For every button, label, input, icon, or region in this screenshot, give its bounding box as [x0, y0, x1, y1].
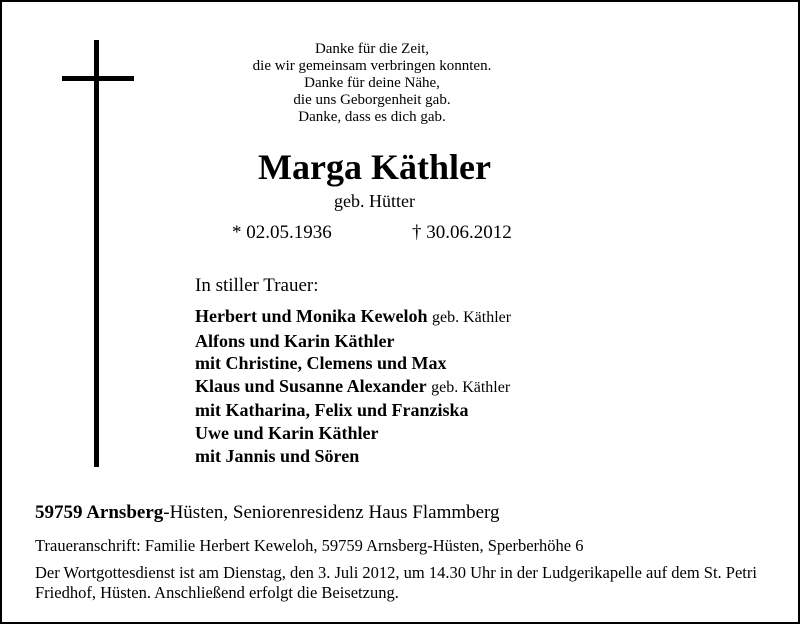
cross-vertical-bar [94, 40, 99, 467]
death-date: † 30.06.2012 [412, 222, 512, 243]
location-detail: -Hüsten, Seniorenresidenz Haus Flammberg [163, 502, 500, 523]
mourner-name: Klaus und Susanne Alexander [195, 375, 427, 396]
poem-line: die uns Geborgenheit gab. [293, 92, 451, 108]
mourner-suffix: geb. Käthler [432, 309, 512, 326]
mourner-name: mit Christine, Clemens und Max [195, 353, 447, 374]
mourner-entry [195, 445, 511, 468]
place-of-death [35, 502, 500, 524]
mourner-name: Herbert und Monika Keweloh [195, 306, 428, 326]
mourner-entry [195, 399, 511, 422]
mourning-address: Traueranschrift: Familie Herbert Keweloh, 59759 Arnsberg-Hüsten, Sperberhöhe 6 [35, 536, 584, 555]
mourner-entry [195, 305, 511, 330]
mourner-name: Uwe und Karin Käthler [195, 422, 379, 443]
mourner-name: mit Katharina, Felix und Franziska [195, 400, 469, 421]
mourner-suffix: geb. Käthler [431, 378, 511, 396]
poem-line: Danke, dass es dich gab. [298, 109, 446, 125]
poem [202, 41, 542, 126]
birth-date: * 02.05.1936 [232, 222, 332, 243]
poem-line: Danke für deine Nähe, [304, 75, 440, 91]
mourner-name: mit Jannis und Sören [195, 445, 360, 466]
mourner-entry [195, 330, 511, 353]
poem-line: Danke für die Zeit, [314, 41, 430, 57]
cross-horizontal-bar [62, 76, 134, 81]
poem-line: die wir gemeinsam verbringen konnten. [252, 58, 492, 74]
mourner-entry [195, 352, 511, 375]
mourning-heading: In stiller Trauer: [195, 275, 319, 296]
location-city: 59759 Arnsberg [35, 502, 164, 523]
maiden-name: geb. Hütter [334, 191, 415, 211]
mourner-list [195, 305, 511, 467]
mourner-entry [195, 375, 511, 400]
deceased-name: Marga Käthler [258, 147, 491, 187]
mourner-name: Alfons und Karin Käthler [195, 330, 395, 351]
service-notice: Der Wortgottesdienst ist am Dienstag, den 3. Juli 2012, um 14.30 Uhr in der Ludgerikapelle auf dem St. Petri Friedhof, Hüsten. Anschließend erfolgt die Beisetzung. [35, 563, 757, 602]
mourner-entry [195, 422, 511, 445]
